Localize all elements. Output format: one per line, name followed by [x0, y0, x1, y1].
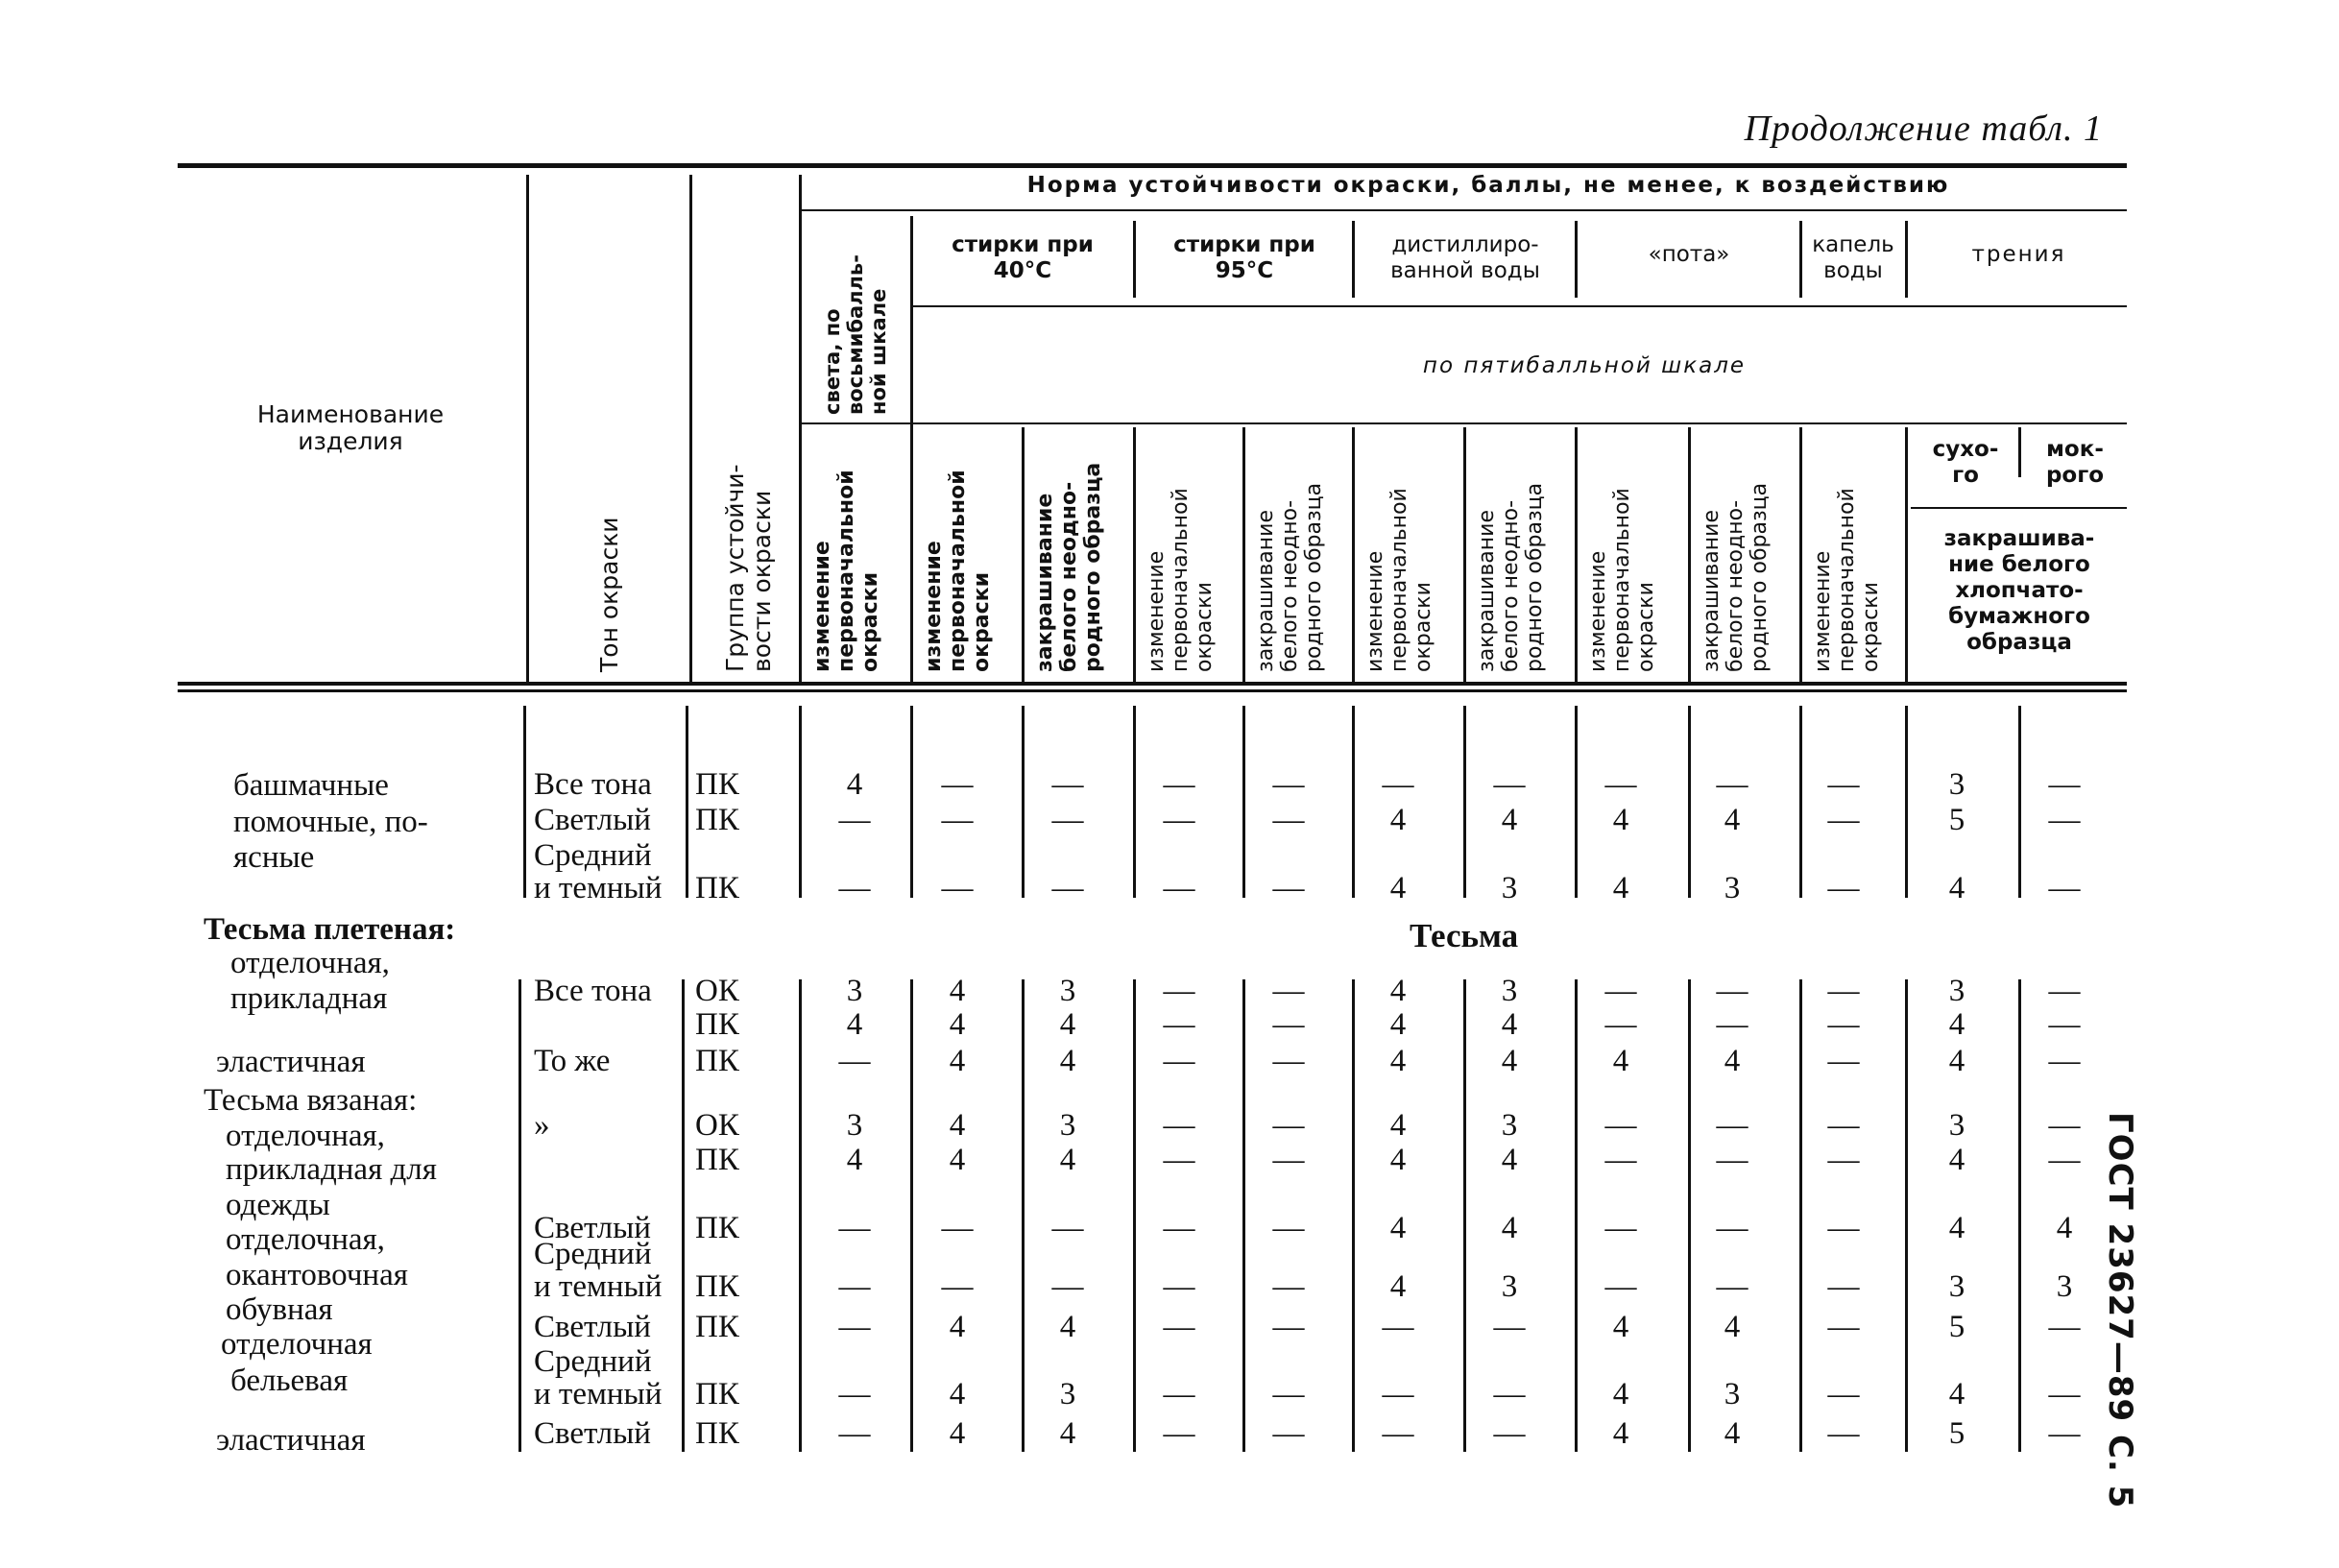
sweat-change-header: изменение первоначальной окраски	[1586, 488, 1658, 672]
rating-cell: 3	[1059, 1108, 1076, 1143]
rating-cell: —	[1493, 1377, 1526, 1411]
rating-cell: —	[838, 803, 871, 837]
header-divider	[1905, 221, 1908, 298]
rating-cell: —	[2048, 1143, 2081, 1177]
body-divider	[1022, 706, 1025, 898]
rating-cell: —	[1716, 1269, 1748, 1304]
header-bottom-rule-2	[178, 689, 2127, 692]
rating-cell: —	[941, 871, 974, 905]
product-name: отделочная,	[226, 1222, 385, 1257]
header-divider	[1022, 427, 1025, 682]
rating-cell: —	[1827, 803, 1860, 837]
body-divider	[799, 979, 802, 1452]
rating-cell: —	[1272, 871, 1305, 905]
rating-cell: —	[1827, 1007, 1860, 1042]
rating-cell: —	[1272, 1044, 1305, 1078]
product-name: Тесьма вязаная:	[204, 1083, 418, 1118]
rating-cell: —	[838, 1310, 871, 1344]
rating-cell: 4	[1501, 803, 1518, 837]
rating-cell: —	[1604, 974, 1637, 1008]
rating-cell: —	[1272, 803, 1305, 837]
rating-cell: —	[1163, 767, 1195, 802]
rating-cell: 4	[1948, 1143, 1965, 1177]
rating-cell: 4	[1948, 1007, 1965, 1042]
body-divider	[1688, 979, 1691, 1452]
rating-cell: 4	[1389, 1211, 1407, 1245]
light-header: света, по восьмибалль- ной шкале	[821, 254, 890, 415]
dry-header: сухо- го	[1932, 437, 1999, 488]
header-bottom-rule-1	[178, 682, 2127, 686]
rating-cell: —	[2048, 1310, 2081, 1344]
rating-cell: 4	[1948, 871, 1965, 905]
rating-cell: 4	[949, 1044, 966, 1078]
five-scale-header: по пятибалльной шкале	[1422, 353, 1747, 378]
rating-cell: 3	[1724, 871, 1741, 905]
rating-cell: 5	[1948, 803, 1965, 837]
rating-cell: —	[941, 803, 974, 837]
rating-cell: 4	[846, 1007, 863, 1042]
rating-cell: —	[1163, 871, 1195, 905]
rating-cell: —	[1163, 803, 1195, 837]
rating-cell: 3	[1948, 1108, 1965, 1143]
continuation-caption: Продолжение табл. 1	[1744, 109, 2103, 149]
rating-cell: 4	[1059, 1007, 1076, 1042]
body-divider	[1133, 706, 1136, 898]
body-divider	[1575, 979, 1578, 1452]
product-name: отделочная,	[226, 1119, 385, 1153]
group-cell: ПК	[695, 1143, 739, 1177]
rating-cell: 3	[1724, 1377, 1741, 1411]
rating-cell: —	[1163, 1211, 1195, 1245]
body-divider	[1463, 979, 1466, 1452]
rating-cell: 3	[1948, 1269, 1965, 1304]
rating-cell: —	[1382, 1377, 1414, 1411]
tone-cell: Светлый	[534, 803, 651, 837]
product-name: эластичная	[216, 1045, 366, 1079]
group-cell: ПК	[695, 871, 739, 905]
rating-cell: 3	[1059, 1377, 1076, 1411]
body-divider	[1352, 979, 1355, 1452]
rating-cell: —	[1604, 1007, 1637, 1042]
rating-cell: 4	[1389, 1269, 1407, 1304]
rating-cell: —	[1272, 974, 1305, 1008]
rating-cell: —	[941, 1269, 974, 1304]
rating-cell: —	[1163, 1310, 1195, 1344]
product-name: прикладная	[230, 981, 388, 1016]
rating-cell: 3	[1501, 974, 1518, 1008]
rating-cell: —	[1163, 1007, 1195, 1042]
rating-cell: —	[1051, 803, 1084, 837]
rating-cell: 4	[1059, 1416, 1076, 1451]
rating-cell: —	[1493, 767, 1526, 802]
rating-cell: —	[838, 1044, 871, 1078]
group-cell: ПК	[695, 1269, 739, 1304]
rating-cell: 4	[1948, 1377, 1965, 1411]
rating-cell: 4	[1389, 974, 1407, 1008]
rating-cell: —	[838, 1416, 871, 1451]
tone-column-header: Тон окраски	[595, 517, 623, 672]
header-divider	[799, 175, 802, 682]
rating-cell: 4	[1612, 1416, 1629, 1451]
header-divider	[1799, 427, 1802, 682]
group-cell: ОК	[695, 1108, 739, 1143]
five-scale-top-rule	[912, 305, 2127, 307]
norm-title: Норма устойчивости окраски, баллы, не менее, к воздействию	[1026, 173, 1950, 198]
rating-cell: —	[2048, 803, 2081, 837]
rating-cell: 4	[1724, 1044, 1741, 1078]
rating-cell: —	[1827, 1108, 1860, 1143]
rating-cell: 3	[846, 1108, 863, 1143]
rating-cell: —	[1272, 1269, 1305, 1304]
tone-cell: Все тона	[534, 974, 652, 1008]
distilled-stain-header: закрашивание белого неодно- родного образца	[1475, 482, 1547, 672]
rating-cell: —	[1604, 767, 1637, 802]
wash40-change-header: изменение первоначальной окраски	[922, 470, 994, 672]
body-divider	[799, 706, 802, 898]
group-cell: ПК	[695, 1007, 739, 1042]
rating-cell: —	[2048, 1416, 2081, 1451]
rating-cell: —	[1716, 974, 1748, 1008]
rating-cell: 4	[1501, 1143, 1518, 1177]
rating-cell: —	[1272, 1310, 1305, 1344]
product-name: отделочная,	[230, 946, 390, 980]
rating-cell: —	[1493, 1416, 1526, 1451]
friction-sub-header: закрашива- ние белого хлопчато- бумажного образца	[1943, 526, 2095, 655]
tone-cell: »	[534, 1108, 550, 1143]
rating-cell: —	[1827, 767, 1860, 802]
group-cell: ПК	[695, 1310, 739, 1344]
table-top-rule	[178, 163, 2127, 168]
rating-cell: —	[838, 1269, 871, 1304]
wash40-stain-header: закрашивание белого неодно- родного образца	[1033, 462, 1105, 672]
name-column-header-text: Наименование изделия	[256, 400, 445, 455]
rating-cell: 4	[949, 1310, 966, 1344]
rating-cell: —	[1827, 974, 1860, 1008]
group-cell: ОК	[695, 974, 739, 1008]
rating-cell: 5	[1948, 1310, 1965, 1344]
rating-cell: —	[2048, 767, 2081, 802]
group-cell: ПК	[695, 1044, 739, 1078]
rating-cell: —	[1382, 1310, 1414, 1344]
rating-cell: 3	[1948, 767, 1965, 802]
product-name: башмачные	[233, 768, 389, 803]
header-divider	[2018, 427, 2021, 477]
rating-cell: 4	[1501, 1211, 1518, 1245]
rating-cell: —	[1382, 767, 1414, 802]
rating-cell: 3	[1948, 974, 1965, 1008]
header-divider	[526, 175, 529, 682]
rating-cell: 4	[949, 974, 966, 1008]
body-divider	[686, 706, 688, 898]
tone-cell: Средний и темный	[534, 838, 663, 905]
rating-cell: 4	[949, 1377, 966, 1411]
group-cell: ПК	[695, 1416, 739, 1451]
drip-header: капель воды	[1812, 232, 1894, 283]
rating-cell: —	[1493, 1310, 1526, 1344]
rating-cell: —	[2048, 974, 2081, 1008]
sweat-header: «пота»	[1648, 242, 1730, 267]
body-divider	[1799, 979, 1802, 1452]
wash40-header: стирки при 40°С	[952, 232, 1094, 283]
rating-cell: —	[1604, 1211, 1637, 1245]
rating-cell: —	[1827, 1143, 1860, 1177]
header-divider	[1688, 427, 1691, 682]
rating-cell: 3	[1501, 871, 1518, 905]
rating-cell: —	[1827, 1044, 1860, 1078]
rating-cell: —	[2048, 1044, 2081, 1078]
header-divider	[1575, 221, 1578, 298]
body-divider	[1905, 979, 1908, 1452]
rating-cell: 4	[1389, 1108, 1407, 1143]
wet-header: мок- рого	[2045, 437, 2105, 488]
rating-cell: —	[1272, 1416, 1305, 1451]
rating-cell: 4	[1059, 1143, 1076, 1177]
header-divider	[910, 216, 913, 682]
tone-cell: Светлый	[534, 1211, 651, 1245]
rating-cell: 3	[1501, 1269, 1518, 1304]
rating-cell: 4	[1389, 1143, 1407, 1177]
wash95-change-header: изменение первоначальной окраски	[1145, 488, 1217, 672]
rating-cell: —	[1716, 1108, 1748, 1143]
product-name: отделочная	[221, 1327, 373, 1362]
light-change-header: изменение первоначальной окраски	[810, 470, 882, 672]
distilled-change-header: изменение первоначальной окраски	[1363, 488, 1435, 672]
body-divider	[1799, 706, 1802, 898]
rating-cell: 4	[1724, 1416, 1741, 1451]
product-name: ясные	[233, 840, 315, 875]
rating-cell: 4	[949, 1416, 966, 1451]
rating-cell: 3	[2056, 1269, 2073, 1304]
rating-cell: —	[1163, 1044, 1195, 1078]
rating-cell: —	[838, 1377, 871, 1411]
product-name: одежды	[226, 1188, 330, 1222]
rating-cell: 4	[1389, 871, 1407, 905]
body-divider	[1242, 706, 1245, 898]
rating-cell: 4	[1612, 871, 1629, 905]
rating-cell: 4	[1724, 803, 1741, 837]
rating-cell: —	[1827, 871, 1860, 905]
header-divider	[1242, 427, 1245, 682]
header-divider	[1133, 221, 1136, 298]
friction-header: трения	[1971, 242, 2066, 267]
rating-cell: 4	[1948, 1044, 1965, 1078]
tone-cell: Средний и темный	[534, 1237, 663, 1304]
rating-cell: 4	[1612, 1310, 1629, 1344]
body-divider	[1133, 979, 1136, 1452]
rating-cell: —	[1272, 1108, 1305, 1143]
body-divider	[1905, 706, 1908, 898]
body-divider	[1463, 706, 1466, 898]
rating-cell: 4	[1612, 1044, 1629, 1078]
rating-cell: —	[1051, 871, 1084, 905]
body-divider	[518, 979, 521, 1452]
product-name: окантовочная	[226, 1258, 408, 1292]
rating-cell: —	[1051, 1269, 1084, 1304]
rating-cell: —	[2048, 1377, 2081, 1411]
rating-cell: —	[1051, 767, 1084, 802]
group-cell: ПК	[695, 767, 739, 802]
body-divider	[1022, 979, 1025, 1452]
rating-cell: —	[1716, 1007, 1748, 1042]
tone-cell: Все тона	[534, 767, 652, 802]
rating-cell: 4	[846, 1143, 863, 1177]
group-cell: ПК	[695, 1211, 739, 1245]
rating-cell: 4	[1724, 1310, 1741, 1344]
rating-cell: 4	[1059, 1310, 1076, 1344]
product-name: Тесьма плетеная:	[204, 912, 456, 947]
rating-cell: 3	[1059, 974, 1076, 1008]
rating-cell: 4	[846, 767, 863, 802]
body-divider	[1352, 706, 1355, 898]
rating-cell: —	[1716, 1211, 1748, 1245]
rating-cell: —	[838, 871, 871, 905]
rating-cell: —	[1827, 1416, 1860, 1451]
tone-cell: Средний и темный	[534, 1344, 663, 1411]
friction-dry-wet-rule	[1911, 507, 2127, 509]
tone-cell: Светлый	[534, 1310, 651, 1344]
sweat-stain-header: закрашивание белого неодно- родного образца	[1700, 482, 1772, 672]
rating-cell: 3	[1501, 1108, 1518, 1143]
rating-cell: —	[941, 767, 974, 802]
section-title: Тесьма	[1410, 917, 1519, 954]
rating-cell: —	[1163, 1143, 1195, 1177]
rating-cell: —	[1163, 1377, 1195, 1411]
rating-cell: 4	[1389, 803, 1407, 837]
product-name: прикладная для	[226, 1152, 437, 1187]
rating-cell: 5	[1948, 1416, 1965, 1451]
body-divider	[1688, 706, 1691, 898]
header-divider	[1905, 427, 1908, 682]
product-name: обувная	[226, 1292, 333, 1327]
rating-cell: —	[1272, 1211, 1305, 1245]
rating-cell: —	[1827, 1377, 1860, 1411]
rating-cell: —	[1716, 1143, 1748, 1177]
rating-cell: 4	[1389, 1044, 1407, 1078]
rating-cell: 4	[2056, 1211, 2073, 1245]
rating-cell: 4	[1059, 1044, 1076, 1078]
body-divider	[1575, 706, 1578, 898]
rating-cell: 4	[949, 1108, 966, 1143]
rating-cell: —	[1827, 1310, 1860, 1344]
rating-cell: —	[1827, 1269, 1860, 1304]
rating-cell: 4	[1948, 1211, 1965, 1245]
name-column-header	[206, 401, 494, 455]
body-divider	[1242, 979, 1245, 1452]
rating-cell: —	[1272, 767, 1305, 802]
body-divider	[523, 706, 526, 898]
rating-cell: 4	[1612, 803, 1629, 837]
rating-cell: —	[1604, 1108, 1637, 1143]
header-divider	[1463, 427, 1466, 682]
rating-cell: —	[1716, 767, 1748, 802]
gost-page-label: ГОСТ 23627—89 С. 5	[2101, 1112, 2139, 1509]
rating-cell: —	[1163, 1108, 1195, 1143]
rating-cell: —	[1827, 1211, 1860, 1245]
header-divider	[1352, 427, 1355, 682]
rating-cell: 4	[1389, 1007, 1407, 1042]
rating-cell: —	[1604, 1143, 1637, 1177]
rating-cell: —	[1163, 1269, 1195, 1304]
five-scale-bottom-rule	[802, 422, 2127, 424]
rating-cell: —	[2048, 871, 2081, 905]
product-name: эластичная	[216, 1423, 366, 1458]
group-column-header: Группа устойчи- вости окраски	[721, 464, 776, 672]
distilled-header: дистиллиро- ванной воды	[1390, 232, 1540, 283]
tone-cell: То же	[534, 1044, 611, 1078]
rating-cell: —	[1272, 1007, 1305, 1042]
norm-title-rule	[802, 209, 2127, 211]
rating-cell: 4	[949, 1143, 966, 1177]
rating-cell: —	[1163, 1416, 1195, 1451]
rating-cell: —	[1272, 1143, 1305, 1177]
rating-cell: —	[1382, 1416, 1414, 1451]
header-divider	[689, 175, 692, 682]
product-name: бельевая	[230, 1363, 349, 1398]
rating-cell: —	[1604, 1269, 1637, 1304]
rating-cell: —	[838, 1211, 871, 1245]
rating-cell: —	[1272, 1377, 1305, 1411]
drip-change-header: изменение первоначальной окраски	[1811, 488, 1883, 672]
body-divider	[910, 979, 913, 1452]
header-divider	[1575, 427, 1578, 682]
rating-cell: 4	[1501, 1044, 1518, 1078]
rating-cell: 4	[1501, 1007, 1518, 1042]
rating-cell: —	[941, 1211, 974, 1245]
body-divider	[682, 979, 685, 1452]
wash95-header: стирки при 95°С	[1173, 232, 1315, 283]
body-divider	[2018, 979, 2021, 1452]
rating-cell: 4	[949, 1007, 966, 1042]
rating-cell: —	[2048, 1108, 2081, 1143]
body-divider	[2018, 706, 2021, 898]
body-divider	[910, 706, 913, 898]
header-divider	[1799, 221, 1802, 298]
wash95-stain-header: закрашивание белого неодно- родного образца	[1254, 482, 1326, 672]
rating-cell: —	[2048, 1007, 2081, 1042]
tone-cell: Светлый	[534, 1416, 651, 1451]
rating-cell: 3	[846, 974, 863, 1008]
rating-cell: —	[1051, 1211, 1084, 1245]
header-divider	[1133, 427, 1136, 682]
group-cell: ПК	[695, 803, 739, 837]
product-name: помочные, по-	[233, 805, 428, 839]
rating-cell: 4	[1612, 1377, 1629, 1411]
header-divider	[1352, 221, 1355, 298]
group-cell: ПК	[695, 1377, 739, 1411]
rating-cell: —	[1163, 974, 1195, 1008]
